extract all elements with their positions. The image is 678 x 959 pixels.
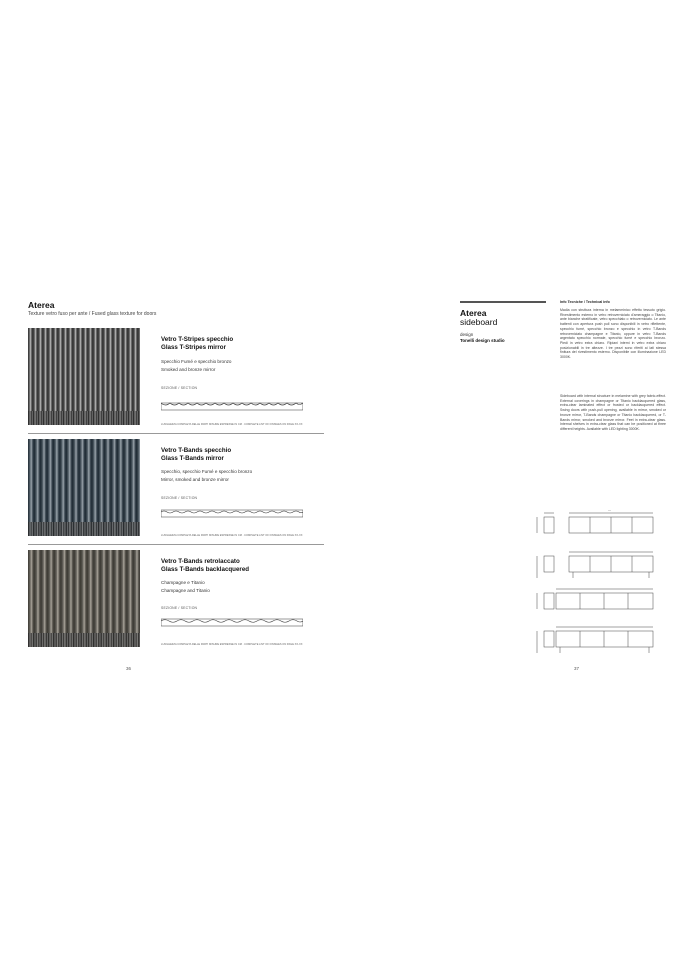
product-title: Vetro T-Stripes specchio Glass T-Stripes mirror bbox=[161, 336, 234, 351]
product-brand: Aterea bbox=[460, 308, 487, 318]
sideboard-drawing-3 bbox=[528, 583, 656, 625]
svg-text:—: — bbox=[608, 508, 611, 512]
sideboard-drawing-1 bbox=[528, 503, 656, 545]
section-label: SEZIONE / SECTION bbox=[161, 496, 198, 500]
texture-sample-t-bands-backlacquered bbox=[28, 550, 140, 647]
product-description: Specchio, specchio Fumé e specchio bronzo Mirror, smoked and bronze mirror bbox=[161, 469, 253, 482]
product-model: sideboard bbox=[460, 317, 498, 327]
finishes-note: LUNGHEZZA COMPLETA DELLE PARTI MISURE ESPRESSE IN CM · COMPLETE LIST OF FINISHES ON PAGE XX-XX bbox=[161, 643, 303, 646]
divider bbox=[28, 433, 324, 434]
finishes-note: LUNGHEZZA COMPLETA DELLE PARTI MISURE ESPRESSE IN CM · COMPLETE LIST OF FINISHES ON PAGE XX-XX bbox=[161, 534, 303, 537]
section-label: SEZIONE / SECTION bbox=[161, 386, 198, 390]
finishes-note: LUNGHEZZA COMPLETA DELLE PARTI MISURE ESPRESSE IN CM · COMPLETE LIST OF FINISHES ON PAGE XX-XX bbox=[161, 423, 303, 426]
sideboard-drawing-4 bbox=[528, 621, 656, 663]
section-profile-drawing bbox=[161, 618, 303, 627]
divider bbox=[28, 544, 324, 545]
page-subtitle: Texture vetro fuso per ante / Fused glass texture for doors bbox=[28, 311, 157, 317]
section-label: SEZIONE / SECTION bbox=[161, 606, 198, 610]
catalog-spread bbox=[14, 290, 664, 670]
title-rule bbox=[460, 301, 546, 303]
design-studio: Tonelli design studio bbox=[460, 338, 505, 343]
design-label: design bbox=[460, 332, 474, 337]
texture-sample-t-bands-mirror bbox=[28, 439, 140, 536]
product-title: Vetro T-Bands specchio Glass T-Bands mirror bbox=[161, 447, 232, 462]
technical-text-english: Sideboard with internal structure in melamine with grey fabric-effect. External coverings in champagne or Titanio backlacquered glass, extra-clear laminated effect or frosted or backlacquered effect. Swing doors with push-pull opening, available in mirror, smoked or bronze mirror, T-Bands champagne or Titanio backlacquered, or T-Bands mirror, smoked and bronze mirror. Feet in extra-clear glass. Internal shelves in extra-clear glass that can be positioned at three different heights. Available with LED lighting 3000K. bbox=[560, 394, 666, 431]
sideboard-drawing-2 bbox=[528, 546, 656, 588]
page-number: 36 bbox=[126, 666, 132, 671]
texture-sample-t-stripes-mirror bbox=[28, 328, 140, 425]
product-description: Champagne e Titanio Champagne and Titanio bbox=[161, 580, 210, 593]
technical-info-heading: Info Tecniche / Technical info bbox=[560, 300, 610, 304]
product-title: Vetro T-Bands retrolaccato Glass T-Bands backlacquered bbox=[161, 558, 250, 573]
product-description: Specchio Fumé e specchio bronzo Smoked and bronze mirror bbox=[161, 359, 232, 372]
page-title: Aterea bbox=[28, 300, 55, 310]
section-profile-drawing bbox=[161, 509, 303, 518]
page-number: 37 bbox=[574, 666, 580, 671]
technical-text-italian: Madia con struttura interna in melamminico effetto tessuto grigio. Rivestimento esterno in vetro retroverniciato d'ameraggio o Titanio, ante bianche stratificate, vetro specchiato o retroverniciato. Le ante battenti con apertura push pull sono disponibili in vetro riflettente, specchio fumé, specchio bronzo e specchio in vetro T-Bands retroverniciato champagne e Titanio, oppure in vetro T-Bands argentato specchio normale, specchio fumé e specchio bronzo. Piedi in vetro extra chiaro. Ripiani interni in vetro extra chiaro posizionabili in tre altezze. I tre pezzi sono riferiti ai lati stessa finitura del rivestimento esterno. Disponibile con illuminazione LED 3000K. bbox=[560, 308, 666, 360]
section-profile-drawing bbox=[161, 402, 303, 411]
